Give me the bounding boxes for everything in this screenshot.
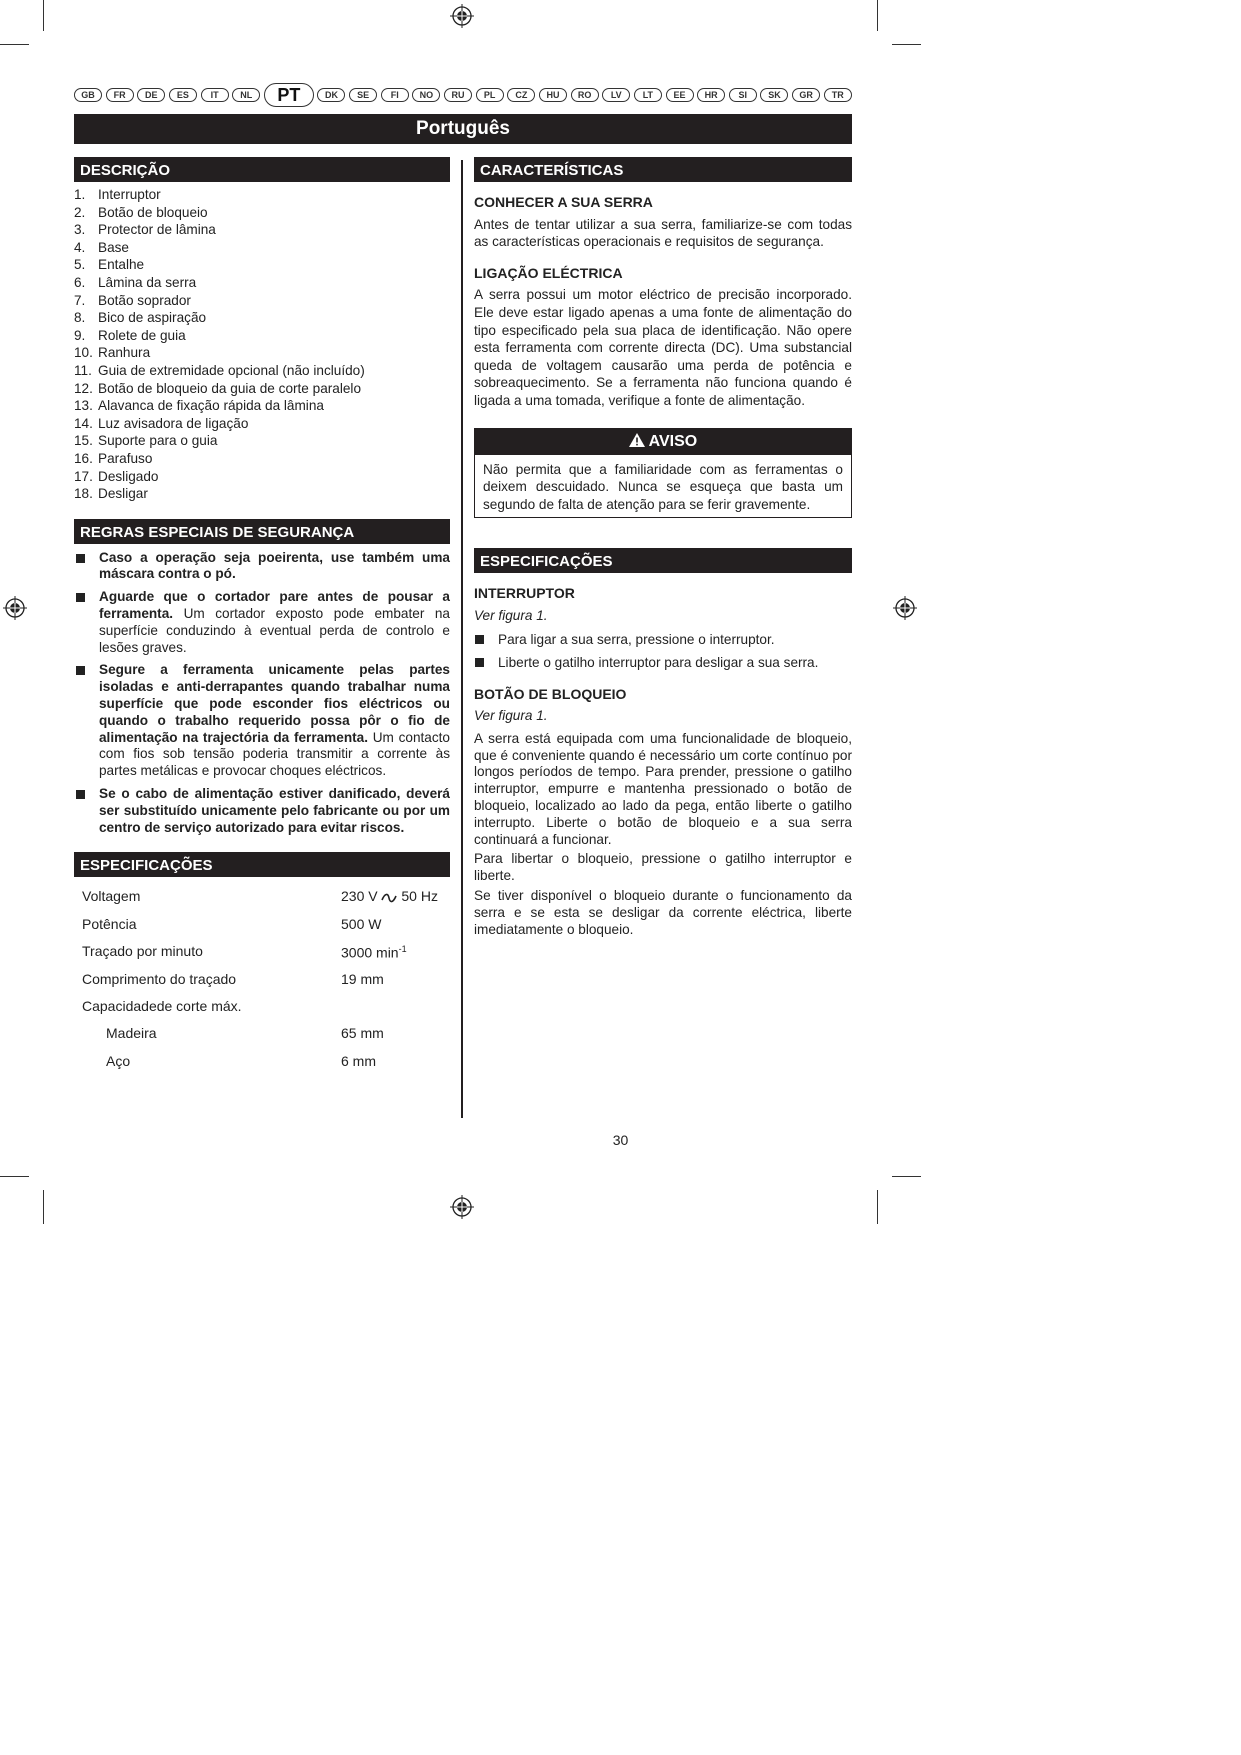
list-item	[74, 362, 450, 380]
spec-label: Potência	[82, 915, 137, 932]
rule-bold: Caso a operação seja poeirenta, use também uma máscara contra o pó.	[99, 549, 450, 582]
spec-label: Traçado por minuto	[82, 943, 203, 960]
frequency-value: 50 Hz	[401, 888, 438, 905]
crop-mark	[877, 0, 878, 31]
strokes-value: 3000 min	[341, 944, 399, 961]
list-item	[474, 631, 852, 649]
spec-label: Madeira	[106, 1025, 157, 1042]
item-label: Botão de bloqueio	[98, 204, 208, 220]
spec-value: 6 mm	[341, 1052, 376, 1069]
item-number: 16.	[74, 450, 93, 466]
list-item	[74, 432, 450, 450]
language-pill-es[interactable]: ES	[169, 88, 197, 102]
item-label: Alavanca de fixação rápida da lâmina	[98, 398, 324, 414]
language-pill-ee[interactable]: EE	[666, 88, 694, 102]
crop-mark	[0, 44, 29, 45]
table-row	[74, 966, 450, 993]
paragraph: A serra está equipada com uma funcionalidade de bloqueio, que é conveniente quando é necessário um corte contínuo por longos períodos de tempo. Para prender, pressione o gatilho interruptor, empurre e mantenha pressionado o botão de bloqueio, localizado ao lado da pega, então liberte o gatilho interrupto. Liberte o botão de bloqueio e a sua serra continuará a funcionar.	[474, 730, 852, 847]
list-item	[74, 662, 450, 780]
strokes-exponent: -1	[398, 944, 407, 955]
parts-list	[74, 186, 450, 503]
column-divider	[461, 160, 463, 1118]
square-bullet-icon	[475, 658, 484, 667]
rule-bold: Aguarde que o cortador pare antes de pousar a ferramenta.	[99, 589, 450, 622]
item-number: 15.	[74, 433, 93, 449]
item-label: Base	[98, 239, 129, 255]
warning-triangle-icon	[629, 433, 645, 447]
section-heading-caracteristicas: CARACTERÍSTICAS	[474, 157, 852, 182]
item-label: Lâmina da serra	[98, 274, 197, 290]
list-item	[74, 450, 450, 468]
section-heading-descricao: DESCRIÇÃO	[74, 157, 450, 182]
list-item	[74, 309, 450, 327]
spec-value	[341, 883, 450, 910]
item-label: Ranhura	[98, 345, 151, 361]
section-heading-regras: REGRAS ESPECIAIS DE SEGURANÇA	[74, 519, 450, 544]
list-item	[74, 221, 450, 239]
crop-mark	[43, 0, 44, 31]
rule-text	[99, 786, 450, 836]
list-item	[74, 380, 450, 398]
language-pill-lt[interactable]: LT	[634, 88, 662, 102]
bullet-text: Liberte o gatilho interruptor para desligar a sua serra.	[498, 655, 819, 671]
list-item	[74, 256, 450, 274]
subheading-interruptor: INTERRUPTOR	[474, 585, 575, 602]
rule-bold: Se o cabo de alimentação estiver danificado, deverá ser substituído unicamente pelo fabricante ou por um centro de serviço autorizado para evitar riscos.	[99, 786, 450, 835]
subheading-ligacao: LIGAÇÃO ELÉCTRICA	[474, 264, 623, 281]
section-heading-especificacoes: ESPECIFICAÇÕES	[74, 852, 450, 877]
item-label: Interruptor	[98, 187, 161, 202]
item-label: Guia de extremidade opcional (não incluído)	[98, 362, 365, 378]
list-item	[74, 550, 450, 584]
registration-mark-icon	[893, 596, 917, 620]
item-label: Desligar	[98, 486, 148, 502]
spec-label: Capacidadede corte máx.	[82, 997, 242, 1014]
language-pill-hr[interactable]: HR	[697, 88, 725, 102]
language-pill-dk[interactable]: DK	[317, 88, 345, 102]
list-item	[74, 344, 450, 362]
spec-label: Aço	[106, 1052, 131, 1069]
item-label: Botão de bloqueio da guia de corte paralelo	[98, 380, 362, 396]
item-label: Bico de aspiração	[98, 310, 207, 326]
page-title: Português	[74, 114, 852, 144]
table-row	[74, 1048, 450, 1075]
language-pill-fi[interactable]: FI	[381, 88, 409, 102]
crop-mark	[892, 1176, 921, 1177]
item-number: 2.	[74, 204, 86, 220]
list-item	[474, 654, 852, 672]
ac-wave-icon	[381, 893, 397, 903]
registration-mark-icon	[450, 4, 474, 28]
spec-value: 500 W	[341, 915, 382, 932]
rule-normal: Um contacto com fios sob tensão poderia transmitir a corrente às partes metálicas e provocar choques eléctricos.	[99, 729, 450, 779]
item-label: Entalhe	[98, 257, 145, 273]
table-row	[74, 1020, 450, 1047]
list-item	[74, 186, 450, 204]
paragraph: Antes de tentar utilizar a sua serra, familiarize-se com todas as características operacionais e requisitos de segurança.	[474, 216, 852, 250]
item-label: Rolete de guia	[98, 327, 186, 343]
crop-mark	[0, 1176, 29, 1177]
spec-value	[341, 993, 450, 1020]
item-label: Parafuso	[98, 450, 153, 466]
language-pill-no[interactable]: NO	[412, 88, 440, 102]
language-bar	[74, 81, 852, 109]
figure-reference: Ver figura 1.	[474, 607, 548, 623]
table-row	[74, 883, 450, 910]
list-item	[74, 274, 450, 292]
square-bullet-icon	[76, 554, 85, 563]
item-number: 14.	[74, 415, 93, 431]
warning-heading	[475, 429, 851, 455]
item-number: 6.	[74, 274, 86, 290]
item-label: Desligado	[98, 468, 159, 484]
spec-label: Voltagem	[82, 888, 141, 905]
item-number: 1.	[74, 187, 86, 202]
language-pill-pt[interactable]: PT	[264, 83, 314, 107]
list-item	[74, 468, 450, 486]
switch-list	[474, 631, 852, 672]
list-item	[74, 589, 450, 656]
subheading-bloqueio: BOTÃO DE BLOQUEIO	[474, 685, 627, 702]
list-item	[74, 786, 450, 836]
rule-text	[99, 589, 450, 656]
table-row	[74, 938, 450, 965]
language-pill-ro[interactable]: RO	[571, 88, 599, 102]
item-number: 5.	[74, 257, 86, 273]
language-pill-se[interactable]: SE	[349, 88, 377, 102]
crop-mark	[892, 44, 921, 45]
list-item	[74, 204, 450, 222]
language-pill-fr[interactable]: FR	[106, 88, 134, 102]
spec-table	[74, 883, 450, 1075]
list-item	[74, 327, 450, 345]
registration-mark-icon	[450, 1195, 474, 1219]
warning-label: AVISO	[648, 432, 698, 450]
item-number: 10.	[74, 345, 93, 361]
section-heading-especificacoes-right: ESPECIFICAÇÕES	[474, 548, 852, 573]
item-label: Luz avisadora de ligação	[98, 415, 249, 431]
language-pill-cz[interactable]: CZ	[507, 88, 535, 102]
warning-box	[474, 428, 852, 519]
square-bullet-icon	[76, 666, 85, 675]
list-item	[74, 397, 450, 415]
list-item	[74, 415, 450, 433]
rule-bold: Segure a ferramenta unicamente pelas partes isoladas e anti-derrapantes quando trabalhar numa superfície que pode esconder fios eléctricos ou quando o trabalho requerido possa pôr o fio de alimentação na trajectória da ferramenta.	[99, 662, 450, 745]
language-pill-ru[interactable]: RU	[444, 88, 472, 102]
table-row	[74, 993, 450, 1020]
item-number: 9.	[74, 327, 86, 343]
rule-normal: Um cortador exposto pode embater na superfície conduzindo à eventual perda de controlo e lesões graves.	[99, 606, 450, 655]
crop-mark	[877, 1190, 878, 1224]
item-label: Botão soprador	[98, 292, 191, 308]
registration-mark-icon	[3, 596, 27, 620]
crop-mark	[43, 1190, 44, 1224]
item-number: 12.	[74, 380, 93, 396]
square-bullet-icon	[475, 635, 484, 644]
figure-reference: Ver figura 1.	[474, 708, 548, 724]
bullet-text: Para ligar a sua serra, pressione o interruptor.	[498, 631, 775, 647]
item-label: Protector de lâmina	[98, 222, 216, 238]
warning-text: Não permita que a familiaridade com as ferramentas o deixem descuidado. Nunca se esqueça que basta um segundo de falta de atenção para se ferir gravemente.	[483, 461, 843, 512]
item-number: 17.	[74, 468, 93, 484]
language-pill-pl[interactable]: PL	[476, 88, 504, 102]
spec-value	[341, 938, 450, 965]
language-pill-lv[interactable]: LV	[602, 88, 630, 102]
language-pill-hu[interactable]: HU	[539, 88, 567, 102]
item-number: 13.	[74, 398, 93, 414]
list-item	[74, 292, 450, 310]
left-column	[74, 157, 450, 1075]
subheading-conhecer: CONHECER A SUA SERRA	[474, 194, 653, 210]
rule-text	[99, 662, 450, 780]
language-pill-de[interactable]: DE	[137, 88, 165, 102]
item-number: 3.	[74, 222, 86, 238]
page-number: 30	[612, 1132, 629, 1148]
language-pill-nl[interactable]: NL	[232, 88, 260, 102]
voltage-value: 230 V	[341, 888, 378, 905]
square-bullet-icon	[76, 790, 85, 799]
language-pill-sk[interactable]: SK	[760, 88, 788, 102]
item-number: 7.	[74, 292, 86, 308]
paragraph: Se tiver disponível o bloqueio durante o funcionamento da serra e se esta se desligar da corrente eléctrica, liberte imediatamente o bloqueio.	[474, 888, 852, 937]
paragraph: Para libertar o bloqueio, pressione o gatilho interruptor e liberte.	[474, 851, 852, 884]
item-number: 4.	[74, 239, 86, 255]
item-number: 11.	[74, 362, 92, 378]
language-pill-gb[interactable]: GB	[74, 88, 102, 102]
square-bullet-icon	[76, 593, 85, 602]
list-item	[74, 239, 450, 257]
language-pill-it[interactable]: IT	[201, 88, 229, 102]
paragraph: A serra possui um motor eléctrico de precisão incorporado. Ele deve estar ligado apenas a uma fonte de alimentação do tipo especificado pela sua placa de identificação. Não opere esta ferramenta com corrente directa (DC). Uma substancial queda de voltagem causarão uma perda de potência e sobreaquecimento. Se a ferramenta não funciona quando é ligada a uma tomada, verifique a fonte de alimentação.	[474, 287, 852, 408]
item-number: 8.	[74, 310, 86, 326]
spec-value: 19 mm	[341, 970, 384, 987]
safety-rules-list	[74, 550, 450, 837]
item-label: Suporte para o guia	[98, 433, 218, 449]
item-number: 18.	[74, 486, 93, 502]
right-column	[474, 157, 852, 941]
language-pill-tr[interactable]: TR	[824, 88, 852, 102]
spec-label: Comprimento do traçado	[82, 970, 237, 987]
table-row	[74, 911, 450, 938]
language-pill-gr[interactable]: GR	[792, 88, 820, 102]
rule-text	[99, 550, 450, 584]
language-pill-si[interactable]: SI	[729, 88, 757, 102]
spec-value: 65 mm	[341, 1025, 384, 1042]
list-item	[74, 485, 450, 503]
